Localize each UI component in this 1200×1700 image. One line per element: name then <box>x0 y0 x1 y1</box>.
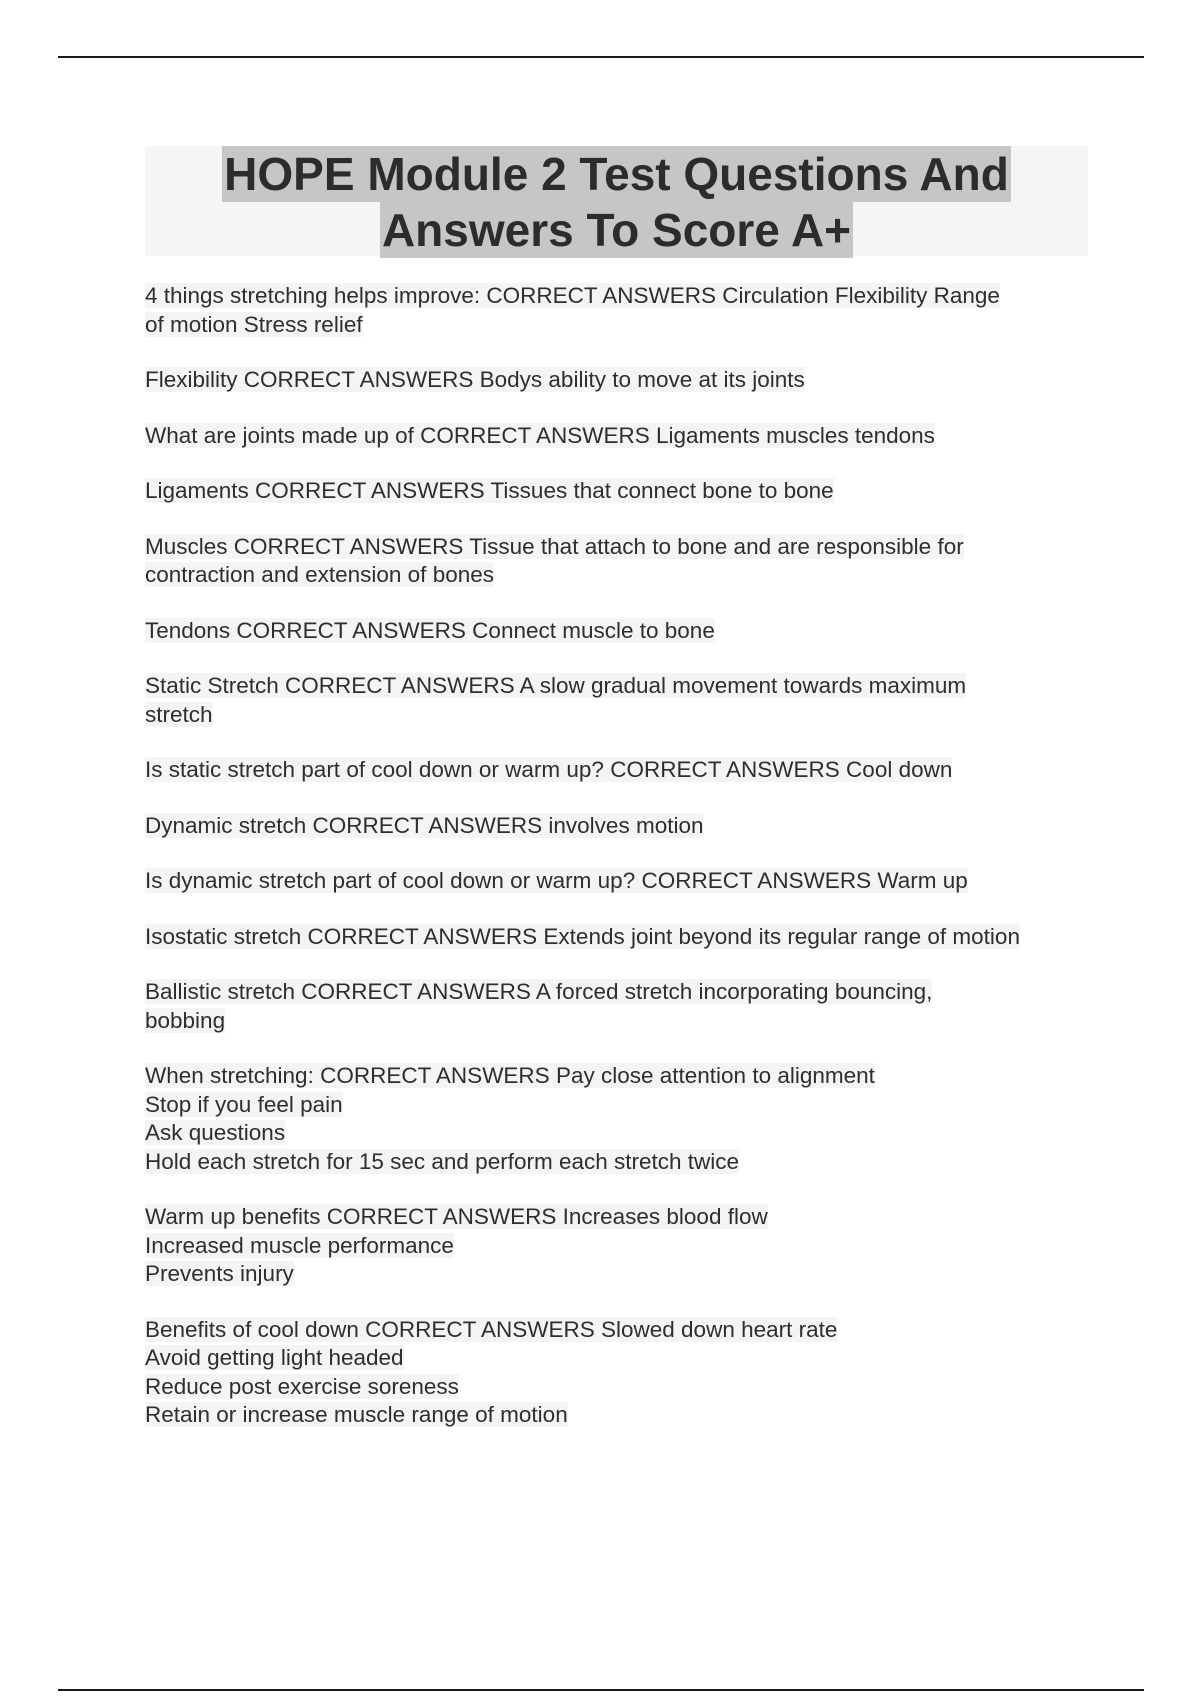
qa-line: Is static stretch part of cool down or warm up? CORRECT ANSWERS Cool down <box>145 757 953 782</box>
bottom-rule <box>58 1689 1144 1691</box>
qa-line: bobbing <box>145 1007 226 1033</box>
qa-line: stretch <box>145 701 213 727</box>
title-line-2: Answers To Score A+ <box>381 204 852 256</box>
qa-line: 4 things stretching helps improve: CORRECT ANSWERS Circulation Flexibility Range <box>145 283 1000 308</box>
qa-item <box>145 1316 1090 1430</box>
qa-line: Isostatic stretch CORRECT ANSWERS Extends joint beyond its regular range of motion <box>145 923 1020 949</box>
qa-item <box>145 1062 1090 1176</box>
qa-line: Benefits of cool down CORRECT ANSWERS Slowed down heart rate <box>145 1316 838 1342</box>
qa-line: Stop if you feel pain <box>145 1091 343 1117</box>
top-rule <box>58 56 1144 58</box>
qa-item <box>145 978 1090 1035</box>
qa-item <box>145 756 1090 785</box>
qa-line: Flexibility CORRECT ANSWERS Bodys ability to move at its joints <box>145 367 805 392</box>
qa-line: Static Stretch CORRECT ANSWERS A slow gradual movement towards maximum <box>145 673 967 698</box>
qa-line: Reduce post exercise soreness <box>145 1373 459 1399</box>
qa-item <box>145 672 1090 729</box>
qa-line: Dynamic stretch CORRECT ANSWERS involves motion <box>145 812 704 838</box>
qa-line: What are joints made up of CORRECT ANSWERS Ligaments muscles tendons <box>145 422 935 448</box>
qa-item <box>145 923 1090 952</box>
qa-item <box>145 1203 1090 1289</box>
qa-line: Is dynamic stretch part of cool down or warm up? CORRECT ANSWERS Warm up <box>145 868 968 893</box>
qa-item <box>145 422 1090 451</box>
qa-line: Avoid getting light headed <box>145 1345 404 1370</box>
document-title <box>145 146 1088 256</box>
qa-item <box>145 282 1090 339</box>
qa-item <box>145 477 1090 506</box>
qa-item <box>145 867 1090 896</box>
qa-line: Ballistic stretch CORRECT ANSWERS A forced stretch incorporating bouncing, <box>145 979 933 1004</box>
qa-line: Muscles CORRECT ANSWERS Tissue that attach to bone and are responsible for <box>145 533 964 559</box>
qa-item <box>145 812 1090 841</box>
qa-line: contraction and extension of bones <box>145 562 494 587</box>
qa-item <box>145 617 1090 646</box>
qa-list <box>145 282 1090 1457</box>
qa-line: Prevents injury <box>145 1261 294 1286</box>
qa-line: Tendons CORRECT ANSWERS Connect muscle to bone <box>145 617 715 643</box>
qa-item <box>145 366 1090 395</box>
title-line-1: HOPE Module 2 Test Questions And <box>224 148 1009 200</box>
qa-line: Increased muscle performance <box>145 1232 454 1258</box>
qa-line: of motion Stress relief <box>145 311 363 337</box>
qa-line: When stretching: CORRECT ANSWERS Pay close attention to alignment <box>145 1063 875 1088</box>
qa-line: Ask questions <box>145 1120 286 1145</box>
qa-item <box>145 533 1090 590</box>
qa-line: Warm up benefits CORRECT ANSWERS Increases blood flow <box>145 1204 768 1229</box>
qa-line: Retain or increase muscle range of motion <box>145 1402 568 1427</box>
qa-line: Hold each stretch for 15 sec and perform each stretch twice <box>145 1148 740 1174</box>
qa-line: Ligaments CORRECT ANSWERS Tissues that connect bone to bone <box>145 478 834 503</box>
